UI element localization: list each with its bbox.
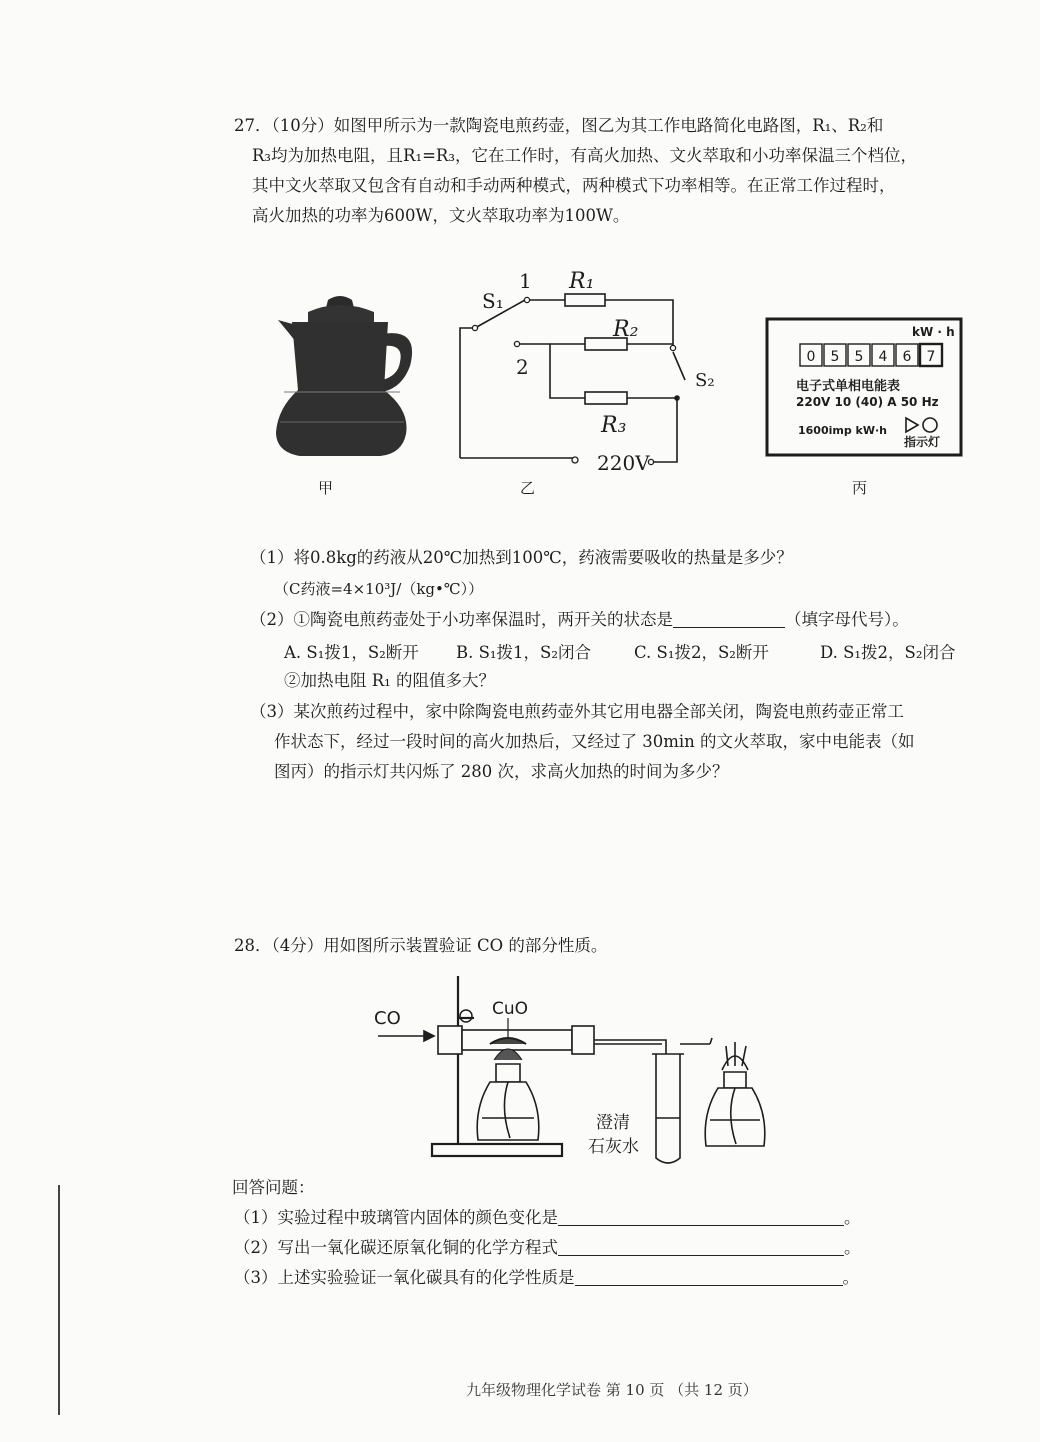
q27-header-line3: 其中文火萃取又包含有自动和手动两种模式，两种模式下功率相等。在正常工作过程时， [252, 176, 896, 195]
q28-question-3-text: （3）上述实验验证一氧化碳具有的化学性质是 [234, 1268, 575, 1287]
caption-bing: 丙 [852, 479, 868, 497]
label-cuo: CuO [492, 999, 529, 1019]
q27-part2-suffix: （填字母代号）。 [785, 610, 909, 629]
co-apparatus-figure [370, 968, 790, 1173]
q27-part2-prefix: （2）①陶瓷电煎药壶处于小功率保温时，两开关的状态是 [250, 610, 673, 629]
q27-part1-line1: （1）将0.8kg的药液从20℃加热到100℃，药液需要吸收的热量是多少？ [250, 548, 793, 567]
label-r1: R₁ [569, 269, 595, 294]
q27-option-b: B. S₁拨1，S₂闭合 [456, 643, 591, 662]
page-footer: 九年级物理化学试卷 第 10 页 （共 12 页） [466, 1381, 758, 1399]
label-r2: R₂ [613, 317, 639, 342]
label-co: CO [374, 1008, 401, 1029]
q28-question-2-text: （2）写出一氧化碳还原氧化铜的化学方程式 [234, 1238, 558, 1257]
kettle-lid [308, 305, 374, 322]
q27-option-a: A. S₁拨1，S₂断开 [284, 643, 419, 662]
caption-yi: 乙 [520, 479, 536, 497]
meter-digit: 6 [902, 349, 912, 365]
meter-digit: 4 [878, 349, 888, 365]
q28-header: 28．（4分）用如图所示装置验证 CO 的部分性质。 [234, 936, 608, 955]
q27-part2-line [250, 610, 909, 630]
q27-option-c: C. S₁拨2，S₂断开 [634, 643, 769, 662]
meter-digit: 5 [854, 349, 864, 365]
label-r3: R₃ [601, 413, 627, 438]
q27-part2-sub2: ②加热电阻 R₁ 的阻值多大？ [284, 671, 496, 690]
q28-question-1-text: （1）实验过程中玻璃管内固体的颜色变化是 [234, 1208, 558, 1227]
q28-question-3 [234, 1268, 859, 1288]
caption-jia: 甲 [318, 479, 334, 497]
kettle-figure [270, 292, 420, 462]
q27-option-d: D. S₁拨2，S₂闭合 [820, 643, 956, 662]
q27-part1-line2: （C药液=4×10³J/（kg•℃）） [274, 580, 484, 598]
q27-header-line2: R₃均为加热电阻，且R₁=R₃，它在工作时，有高火加热、文火萃取和小功率保温三个档位， [252, 146, 917, 165]
meter-imp: 1600imp kW·h [798, 424, 888, 437]
circuit-figure [455, 262, 715, 482]
meter-digit: 0 [806, 349, 816, 365]
scan-edge-line [58, 1185, 60, 1415]
q27-header-line4: 高火加热的功率为600W，文火萃取功率为100W。 [252, 206, 630, 225]
q27-part3-line3: 图丙）的指示灯共闪烁了 280 次，求高火加热的时间为多少？ [274, 762, 729, 781]
q28-question-2-end: 。 [844, 1238, 861, 1257]
label-s2: S₂ [695, 370, 715, 391]
q28-question-1-end: 。 [844, 1208, 861, 1227]
meter-indicator-label: 指示灯 [904, 435, 941, 449]
q28-answer-prompt: 回答问题： [232, 1178, 315, 1197]
q28-question-2 [234, 1238, 861, 1258]
label-s1: S₁ [482, 289, 504, 313]
meter-digit: 5 [830, 349, 840, 365]
label-limewater-line1: 澄清 [596, 1113, 630, 1133]
q28-question-3-blank[interactable] [575, 1285, 843, 1286]
q27-part3-line1: （3）某次煎药过程中，家中除陶瓷电煎药壶外其它用电器全部关闭，陶瓷电煎药壶正常工 [250, 702, 904, 721]
q28-question-1 [234, 1208, 861, 1228]
q27-part2-answer-blank[interactable] [673, 627, 785, 628]
label-voltage: 220V [597, 451, 650, 475]
meter-unit: kW · h [912, 325, 955, 339]
q27-header-line1: 27．（10分）如图甲所示为一款陶瓷电煎药壶，图乙为其工作电路简化电路图，R₁、R₂和 [234, 116, 884, 135]
meter-rating: 220V 10 (40) A 50 Hz [796, 395, 939, 409]
meter-digit: 7 [926, 349, 936, 365]
q27-part3-line2: 作状态下，经过一段时间的高火加热后，又经过了 30min 的文火萃取，家中电能表（如 [274, 732, 915, 751]
label-contact-1: 1 [519, 269, 532, 293]
q28-question-1-blank[interactable] [558, 1225, 844, 1226]
label-limewater-line2: 石灰水 [588, 1137, 639, 1157]
meter-name: 电子式单相电能表 [796, 379, 901, 394]
q28-question-3-end: 。 [842, 1268, 859, 1287]
q28-question-2-blank[interactable] [558, 1255, 844, 1256]
energy-meter-figure [766, 318, 962, 458]
label-contact-2: 2 [516, 355, 529, 379]
